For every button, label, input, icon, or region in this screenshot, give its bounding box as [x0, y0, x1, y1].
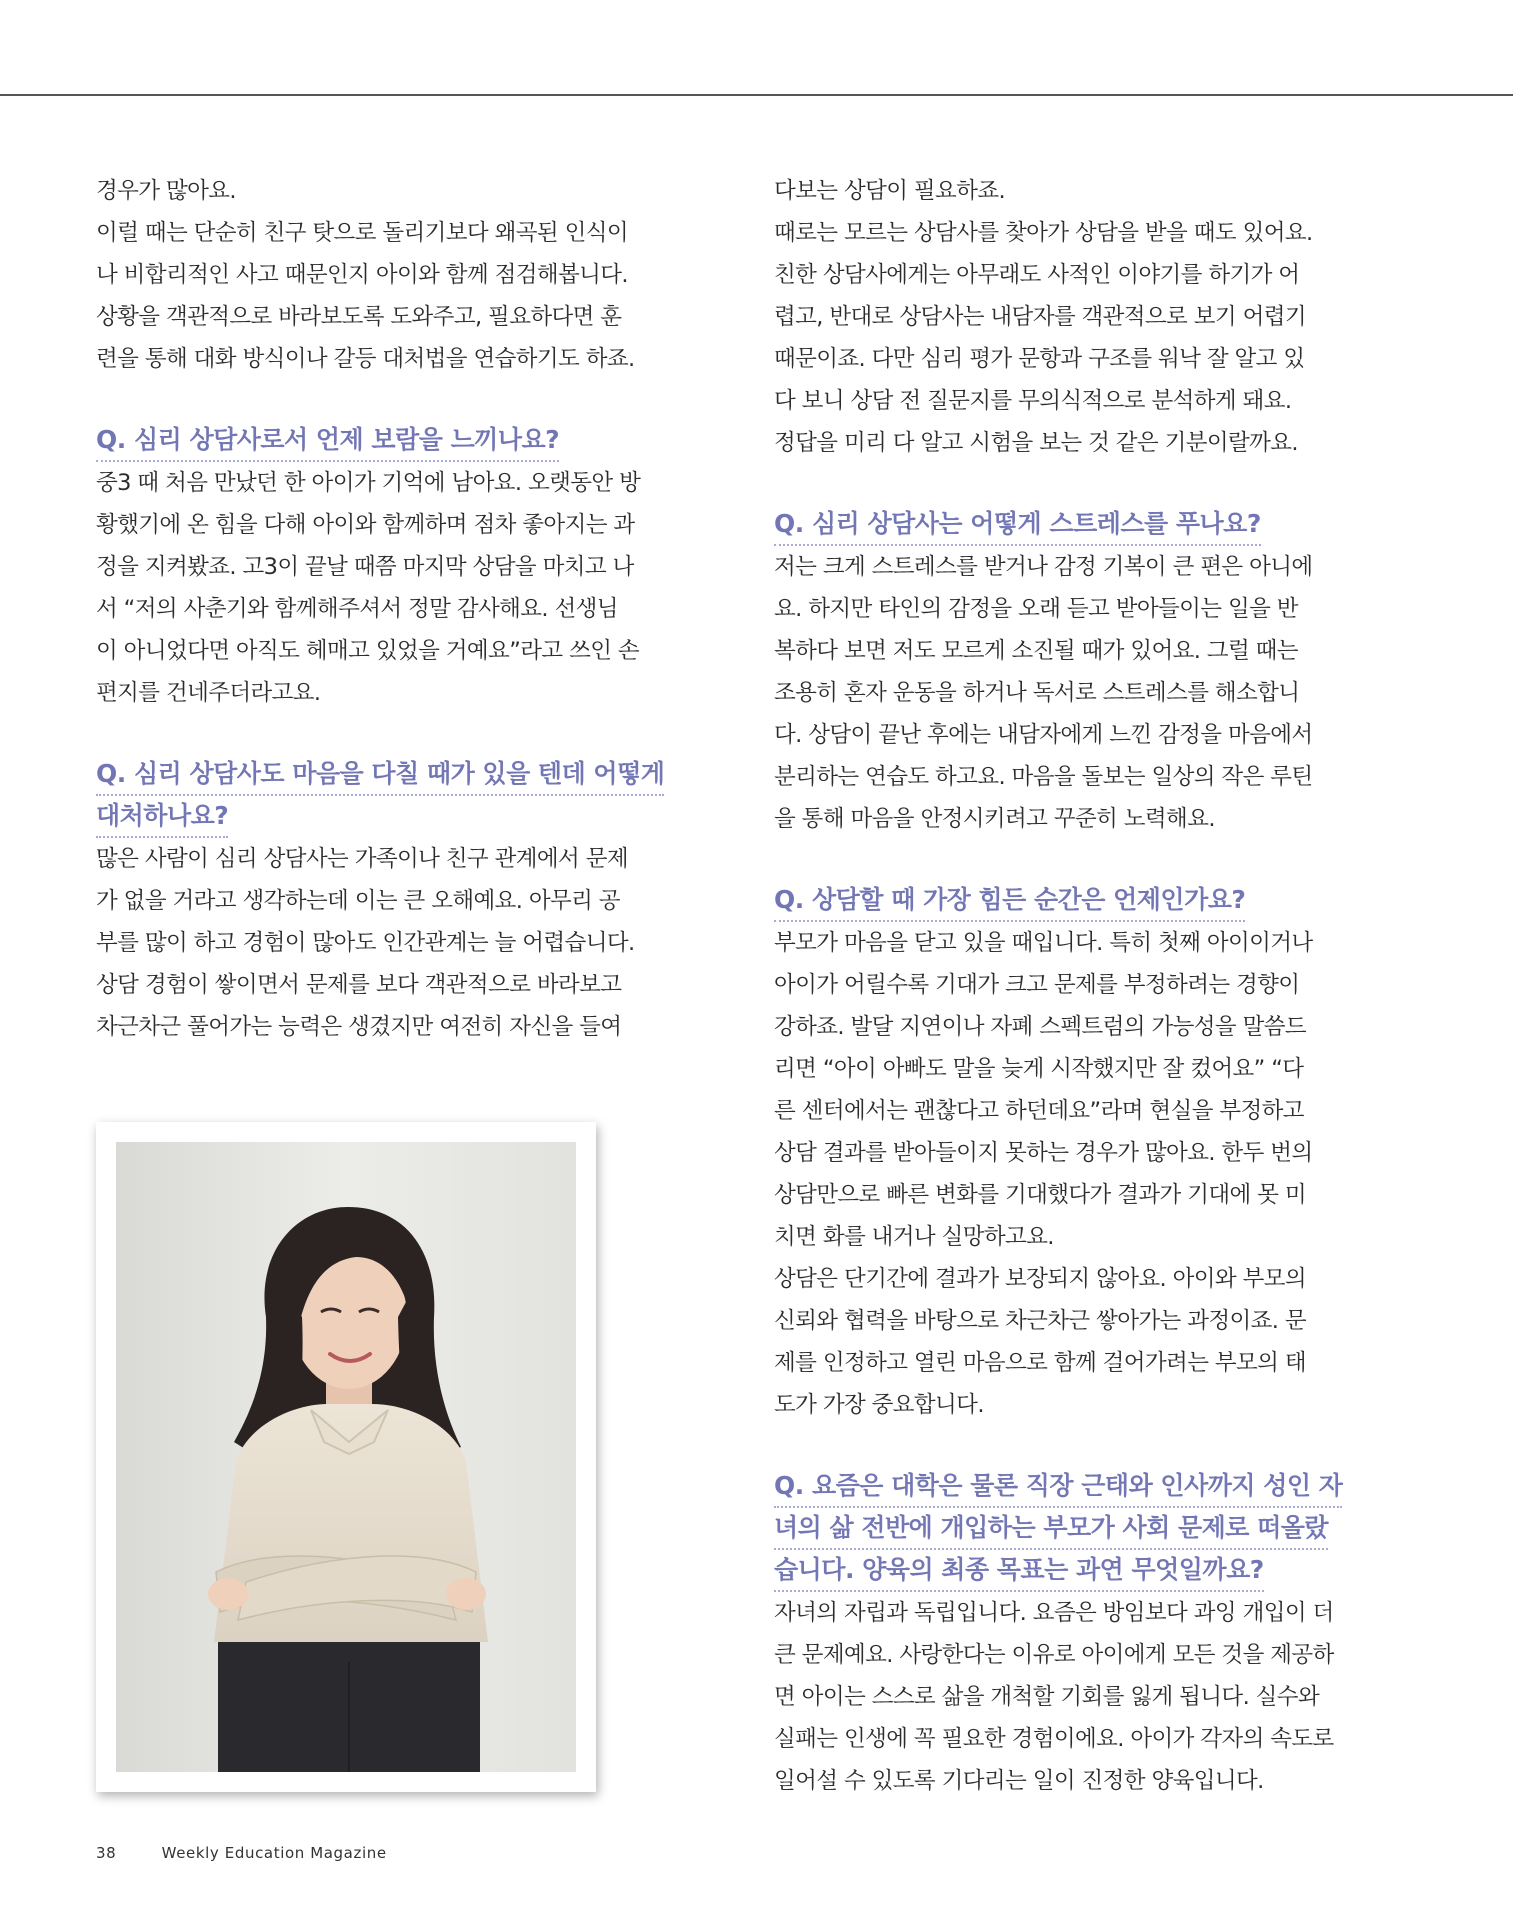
question-heading [96, 420, 670, 462]
answer-paragraph [774, 922, 1348, 1426]
text-line: 이럴 때는 단순히 친구 탓으로 돌리기보다 왜곡된 인식이 [96, 220, 628, 246]
text-line: 습니다. 양육의 최종 목표는 과연 무엇일까요? [774, 1550, 1264, 1592]
answer-paragraph [774, 546, 1348, 840]
portrait-illustration [116, 1142, 576, 1772]
paragraph [774, 170, 1348, 464]
text-line: 도가 가장 중요합니다. [774, 1392, 984, 1418]
text-line: 면 아이는 스스로 삶을 개척할 기회를 잃게 됩니다. 실수와 [774, 1684, 1320, 1710]
text-line: 이 아니었다면 아직도 헤매고 있었을 거예요”라고 쓰인 손 [96, 638, 640, 664]
text-line: 른 센터에서는 괜찮다고 하던데요”라며 현실을 부정하고 [774, 1098, 1304, 1124]
text-line: 다 보니 상담 전 질문지를 무의식적으로 분석하게 돼요. [774, 388, 1292, 414]
text-line: 부모가 마음을 닫고 있을 때입니다. 특히 첫째 아이이거나 [774, 930, 1313, 956]
text-line: 차근차근 풀어가는 능력은 생겼지만 여전히 자신을 들여 [96, 1014, 622, 1040]
text-line: 실패는 인생에 꼭 필요한 경험이에요. 아이가 각자의 속도로 [774, 1726, 1334, 1752]
text-line: 상황을 객관적으로 바라보도록 도와주고, 필요하다면 훈 [96, 304, 622, 330]
text-line: 나 비합리적인 사고 때문인지 아이와 함께 점검해봅니다. [96, 262, 628, 288]
text-line: 때로는 모르는 상담사를 찾아가 상담을 받을 때도 있어요. [774, 220, 1313, 246]
text-line: 조용히 혼자 운동을 하거나 독서로 스트레스를 해소합니 [774, 680, 1300, 706]
text-line: 친한 상담사에게는 아무래도 사적인 이야기를 하기가 어 [774, 262, 1300, 288]
question-heading [774, 880, 1348, 922]
top-rule [0, 94, 1513, 96]
question-heading [774, 1466, 1348, 1592]
text-line: 정을 지켜봤죠. 고3이 끝날 때쯤 마지막 상담을 마치고 나 [96, 554, 634, 580]
text-line: 황했기에 온 힘을 다해 아이와 함께하며 점차 좋아지는 과 [96, 512, 635, 538]
text-line: 서 “저의 사춘기와 함께해주셔서 정말 감사해요. 선생님 [96, 596, 618, 622]
magazine-title: Weekly Education Magazine [161, 1844, 387, 1862]
text-line: 부를 많이 하고 경험이 많아도 인간관계는 늘 어렵습니다. [96, 930, 635, 956]
text-line: 자녀의 자립과 독립입니다. 요즘은 방임보다 과잉 개입이 더 [774, 1600, 1334, 1626]
text-line: 저는 크게 스트레스를 받거나 감정 기복이 큰 편은 아니에 [774, 554, 1313, 580]
text-line: 분리하는 연습도 하고요. 마음을 돌보는 일상의 작은 루틴 [774, 764, 1313, 790]
text-line: 렵고, 반대로 상담사는 내담자를 객관적으로 보기 어렵기 [774, 304, 1306, 330]
text-line: Q. 요즘은 대학은 물론 직장 근태와 인사까지 성인 자 [774, 1466, 1342, 1508]
text-line: 다보는 상담이 필요하죠. [774, 178, 1006, 204]
text-line: Q. 심리 상담사로서 언제 보람을 느끼나요? [96, 420, 559, 462]
text-line: 련을 통해 대화 방식이나 갈등 대처법을 연습하기도 하죠. [96, 346, 635, 372]
text-line: 다. 상담이 끝난 후에는 내담자에게 느낀 감정을 마음에서 [774, 722, 1313, 748]
text-line: 요. 하지만 타인의 감정을 오래 듣고 받아들이는 일을 반 [774, 596, 1298, 622]
text-line: 정답을 미리 다 알고 시험을 보는 것 같은 기분이랄까요. [774, 430, 1298, 456]
paragraph [96, 170, 670, 380]
page-footer [96, 1844, 387, 1862]
text-line: 편지를 건네주더라고요. [96, 680, 321, 706]
text-line: 상담 경험이 쌓이면서 문제를 보다 객관적으로 바라보고 [96, 972, 622, 998]
text-line: 상담만으로 빠른 변화를 기대했다가 결과가 기대에 못 미 [774, 1182, 1306, 1208]
text-line: Q. 심리 상담사는 어떻게 스트레스를 푸나요? [774, 504, 1261, 546]
text-line: 상담 결과를 받아들이지 못하는 경우가 많아요. 한두 번의 [774, 1140, 1313, 1166]
left-column [96, 170, 670, 1048]
text-line: 많은 사람이 심리 상담사는 가족이나 친구 관계에서 문제 [96, 846, 628, 872]
text-line: 중3 때 처음 만났던 한 아이가 기억에 남아요. 오랫동안 방 [96, 470, 641, 496]
text-line: 상담은 단기간에 결과가 보장되지 않아요. 아이와 부모의 [774, 1266, 1306, 1292]
question-heading [774, 504, 1348, 546]
text-line: 아이가 어릴수록 기대가 크고 문제를 부정하려는 경향이 [774, 972, 1300, 998]
answer-paragraph [96, 462, 670, 714]
answer-paragraph [96, 838, 670, 1048]
page-number: 38 [96, 1844, 117, 1862]
text-line: 경우가 많아요. [96, 178, 236, 204]
answer-paragraph [774, 1592, 1348, 1802]
right-column [774, 170, 1348, 1802]
text-line: 제를 인정하고 열린 마음으로 함께 걸어가려는 부모의 태 [774, 1350, 1306, 1376]
text-line: 리면 “아이 아빠도 말을 늦게 시작했지만 잘 컸어요” “다 [774, 1056, 1304, 1082]
text-line: Q. 상담할 때 가장 힘든 순간은 언제인가요? [774, 880, 1245, 922]
question-heading [96, 754, 670, 838]
text-line: 일어설 수 있도록 기다리는 일이 진정한 양육입니다. [774, 1768, 1264, 1794]
text-line: 신뢰와 협력을 바탕으로 차근차근 쌓아가는 과정이죠. 문 [774, 1308, 1306, 1334]
text-line: 강하죠. 발달 지연이나 자폐 스펙트럼의 가능성을 말씀드 [774, 1014, 1306, 1040]
interviewee-photo [116, 1142, 576, 1772]
text-line: 치면 화를 내거나 실망하고요. [774, 1224, 1054, 1250]
text-line: 가 없을 거라고 생각하는데 이는 큰 오해예요. 아무리 공 [96, 888, 620, 914]
text-line: 큰 문제예요. 사랑한다는 이유로 아이에게 모든 것을 제공하 [774, 1642, 1334, 1668]
text-line: 대처하나요? [96, 796, 228, 838]
text-line: 복하다 보면 저도 모르게 소진될 때가 있어요. 그럴 때는 [774, 638, 1298, 664]
text-line: 때문이죠. 다만 심리 평가 문항과 구조를 워낙 잘 알고 있 [774, 346, 1305, 372]
text-line: 을 통해 마음을 안정시키려고 꾸준히 노력해요. [774, 806, 1215, 832]
text-line: 녀의 삶 전반에 개입하는 부모가 사회 문제로 떠올랐 [774, 1508, 1328, 1550]
interviewee-photo-frame [96, 1122, 596, 1792]
text-line: Q. 심리 상담사도 마음을 다칠 때가 있을 텐데 어떻게 [96, 754, 664, 796]
